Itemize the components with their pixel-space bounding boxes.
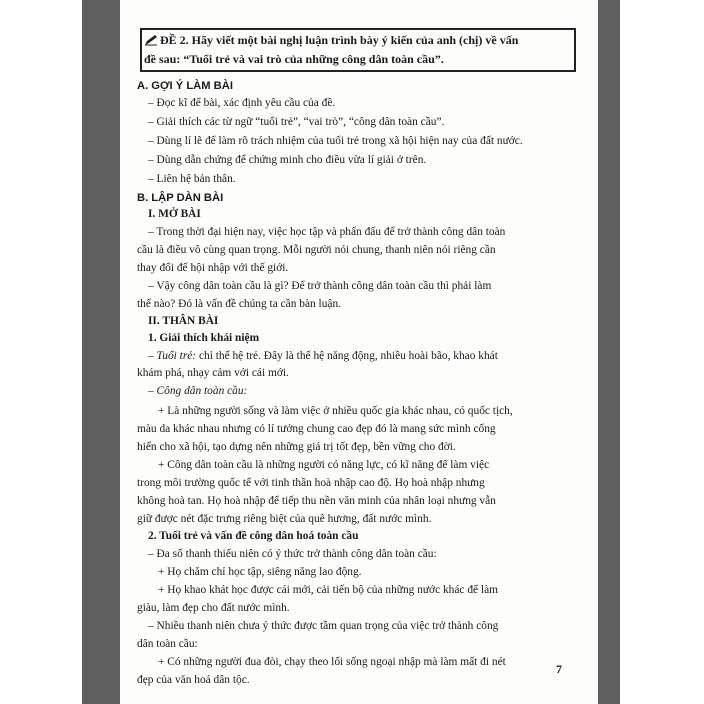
question-label: ĐỀ 2. (160, 33, 189, 47)
paragraph-line: cầu là điều vô cùng quan trọng. Mỗi người nói chung, thanh niên nói riêng cần (137, 244, 496, 256)
paragraph-line: đẹp của văn hoá dân tộc. (137, 674, 250, 686)
paragraph-line: thế nào? Đó là vấn đề chúng ta cần bàn luận. (137, 298, 342, 310)
paragraph-line: dân toàn cầu: (137, 638, 198, 650)
paragraph-line: – Trong thời đại hiện nay, việc học tập và phấn đấu để trở thành công dân toàn (148, 226, 506, 238)
paragraph-line: hiến cho xã hội, tạo dựng nên những giá trị tốt đẹp, bền vững cho đời. (137, 441, 456, 453)
list-item: – Dùng dẫn chứng để chứng minh cho điều vừa lí giải ở trên. (148, 154, 427, 166)
paragraph-line: + Họ khao khát học được cái mới, cải tiến bộ của những nước khác để làm (158, 584, 499, 596)
paragraph-line: giàu, làm đẹp cho đất nước mình. (137, 602, 290, 614)
subheading-global-citizen: 2. Tuổi trẻ và vấn đề công dân hoá toàn cầu (148, 530, 359, 542)
definition-text: chỉ thế hệ trẻ. Đây là thế hệ năng động, nhiều hoài bão, khao khát (196, 350, 498, 362)
paragraph-line: trong môi trường quốc tế với tinh thần hoà nhập cao độ. Họ hoà nhập nhưng (137, 477, 485, 489)
section-b-heading: B. LẬP DÀN BÀI (137, 192, 224, 204)
paragraph-line: – Đa số thanh thiếu niên có ý thức trở thành công dân toàn cầu: (148, 548, 437, 560)
paragraph-line: không hoà tan. Họ hoà nhập để tiếp thu nền văn minh của nhân loại nhưng vẫn (137, 495, 496, 507)
section-a-heading: A. GỢI Ý LÀM BÀI (137, 80, 233, 92)
page-number: 7 (556, 662, 562, 676)
list-item: – Đọc kĩ để bài, xác định yêu cầu của đề. (148, 97, 336, 109)
paragraph-line: – Công dân toàn cầu: (148, 385, 248, 397)
paragraph-line: khám phá, nhạy cảm với cái mới. (137, 367, 289, 379)
than-bai-heading: II. THÂN BÀI (148, 315, 219, 327)
paragraph-line: – Vậy công dân toàn cầu là gì? Để trở thành công dân toàn cầu thì phải làm (148, 280, 492, 292)
question-text-1: Hãy viết một bài nghị luận trình bày ý kiến của anh (chị) về vấn (191, 33, 519, 47)
paragraph-line: + Có những người đua đòi, chạy theo lối sống ngoại nhập mà làm mất đi nét (158, 656, 506, 668)
term-cong-dan: Công dân toàn cầu: (156, 385, 248, 397)
term-tuoi-tre: Tuổi trẻ: (156, 350, 197, 362)
left-page-shadow (82, 0, 120, 704)
paragraph-line: thay đổi để hội nhập với thế giới. (137, 262, 289, 274)
list-item: – Liên hệ bản thân. (148, 173, 236, 185)
list-item: – Giải thích các từ ngữ “tuổi trẻ”, “vai trò”, “công dân toàn cầu”. (148, 116, 445, 128)
mo-bai-heading: I. MỞ BÀI (148, 208, 201, 220)
question-line-2: đề sau: “Tuổi trẻ và vai trò của những công dân toàn cầu”. (144, 52, 444, 66)
paragraph-line: + Là những người sống và làm việc ở nhiều quốc gia khác nhau, có quốc tịch, (158, 405, 513, 417)
paragraph-line: – Tuổi trẻ: chỉ thế hệ trẻ. Đây là thế hệ năng động, nhiều hoài bão, khao khát (148, 350, 498, 362)
paragraph-line: – Nhiều thanh niên chưa ý thức được tầm quan trọng của việc trở thành công (148, 620, 499, 632)
paragraph-line: + Họ chăm chỉ học tập, siêng năng lao động. (158, 566, 362, 578)
right-page-shadow (598, 0, 620, 704)
subheading-explain: 1. Giải thích khái niệm (148, 332, 260, 344)
list-item: – Dùng lí lẽ để làm rõ trách nhiệm của tuổi trẻ trong xã hội hiện nay của đất nước. (148, 135, 523, 147)
pencil-icon (144, 34, 158, 46)
paragraph-line: giữ được nét đặc trưng riêng biệt của quê hương, đất nước mình. (137, 513, 432, 525)
paragraph-line: màu da khác nhau nhưng có lí tưởng chung cao đẹp đó là mang sức mình cống (137, 423, 496, 435)
question-line-1 (160, 33, 518, 47)
paragraph-line: + Công dân toàn cầu là những người có năng lực, có kĩ năng để làm việc (158, 459, 490, 471)
